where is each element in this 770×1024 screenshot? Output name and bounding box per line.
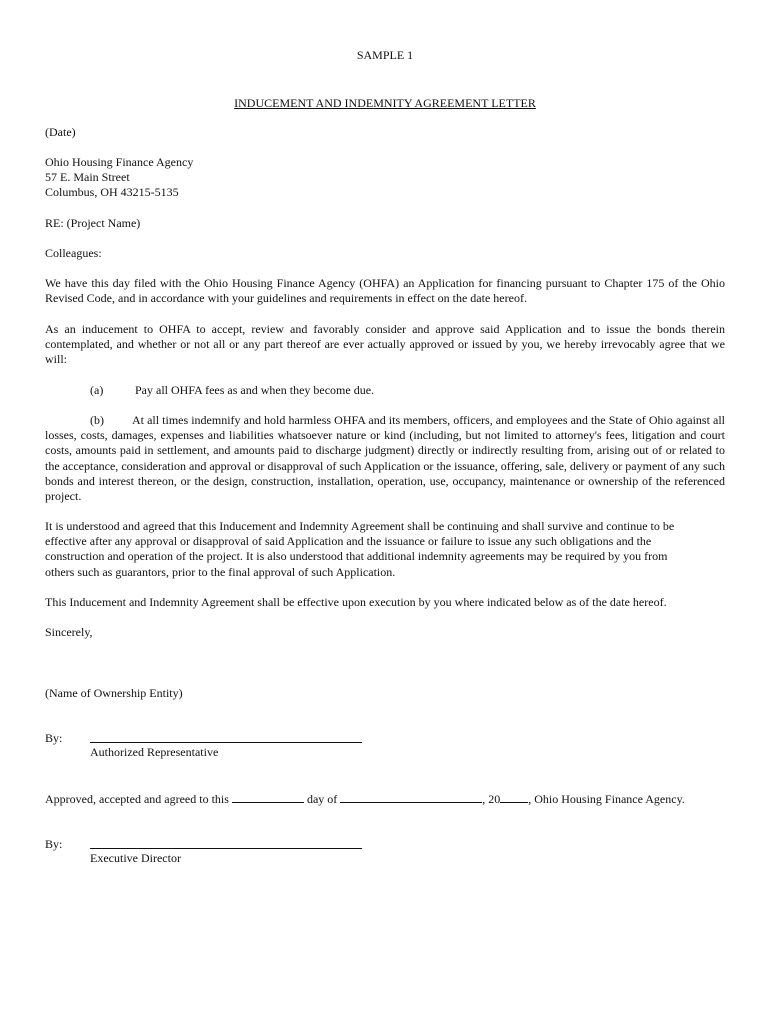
approval-day-blank[interactable] — [232, 791, 304, 803]
approval-text-2: day of — [306, 792, 338, 806]
addressee-line-2: 57 E. Main Street — [45, 170, 130, 185]
signature-1-caption: Authorized Representative — [90, 745, 219, 759]
closing: Sincerely, — [45, 625, 93, 639]
addressee-block — [45, 155, 725, 201]
approval-text-4: , Ohio Housing Finance Agency. — [528, 792, 685, 806]
paragraph-continuing-line-4: others such as guarantors, prior to the final approval of such Application. — [45, 564, 396, 579]
paragraph-filing: We have this day filed with the Ohio Housing Finance Agency (OHFA) an Application for financing pursuant to Chapter 175 of the Ohio Revised Code, and in accordance with your guidelines and requirements in effect on the date hereof. — [45, 276, 725, 306]
item-a-text: Pay all OHFA fees as and when they become due. — [135, 383, 375, 397]
document-title — [0, 96, 770, 111]
signature-2-by-label: By: — [45, 837, 63, 851]
item-b-paragraph — [45, 413, 725, 504]
sample-label: SAMPLE 1 — [356, 48, 414, 62]
paragraph-continuing-line-2: effective after any approval or disapproval of said Application and the issuance or failure to issue any such obligations and the — [45, 534, 652, 549]
approval-text-1: Approved, accepted and agreed to this — [45, 792, 229, 806]
paragraph-inducement: As an inducement to OHFA to accept, review and favorably consider and approve said Application and to issue the bonds therein contemplated, and whether or not all or any part thereof are ever actually approved or issued by you, we hereby irrevocably agree that we will: — [45, 322, 725, 367]
approval-text-3: , 20 — [482, 792, 501, 806]
approval-month-blank[interactable] — [340, 791, 482, 803]
paragraph-effective: This Inducement and Indemnity Agreement shall be effective upon execution by you where indicated below as of the date hereof. — [45, 595, 667, 609]
document-title-text: INDUCEMENT AND INDEMNITY AGREEMENT LETTER — [234, 96, 536, 110]
paragraph-continuing-line-1: It is understood and agreed that this Inducement and Indemnity Agreement shall be continuing and shall survive and continue to be — [45, 519, 675, 533]
approval-year-blank[interactable] — [500, 791, 528, 803]
salutation: Colleagues: — [45, 246, 102, 260]
addressee-line-3: Columbus, OH 43215-5135 — [45, 185, 179, 200]
signature-2-caption: Executive Director — [90, 851, 181, 865]
item-b-label: (b) — [90, 413, 104, 427]
date-placeholder: (Date) — [45, 125, 76, 139]
item-a-label: (a) — [90, 383, 104, 397]
addressee-line-1: Ohio Housing Finance Agency — [45, 155, 194, 169]
item-b-text: At all times indemnify and hold harmless OHFA and its members, officers, and employees and the State of Ohio against all losses, costs, damages, expenses and liabilities whatsoever nature or kind (including, but not limited to attorney's fees, litigation and court costs, amounts paid in settlement, and amounts paid to discharge judgment) directly or indirectly resulting from, arising out of or related to the acceptance, consideration and approval or disapproval of such Application or the issuance, offering, sale, delivery or payment of any such bonds and interest thereon, or the design, construction, installation, operation, use, occupancy, maintenance or ownership of the referenced project. — [45, 413, 725, 504]
re-line: RE: (Project Name) — [45, 216, 141, 230]
ownership-entity: (Name of Ownership Entity) — [45, 686, 183, 700]
approval-line — [45, 791, 725, 807]
paragraph-continuing-line-3: construction and operation of the project. It is also understood that additional indemnity agreements may be required by you from — [45, 549, 668, 564]
signature-1-line[interactable] — [90, 742, 362, 743]
paragraph-continuing — [45, 519, 725, 580]
signature-2-line[interactable] — [90, 848, 362, 849]
signature-1-by-label: By: — [45, 731, 63, 745]
